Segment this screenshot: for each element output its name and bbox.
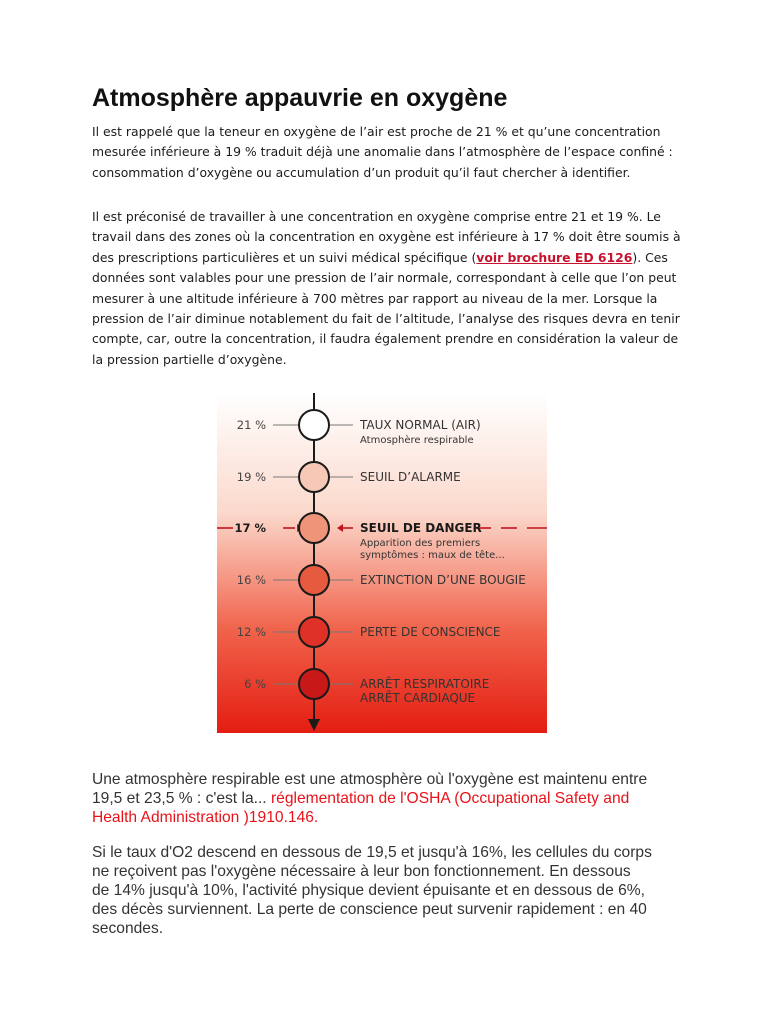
level-percentage: 12 % — [236, 625, 266, 639]
level-label: EXTINCTION D’UNE BOUGIE — [360, 573, 526, 587]
level-circle — [299, 617, 329, 647]
level-sublabel: symptômes : maux de tête... — [360, 550, 505, 561]
level-sublabel: ARRÊT CARDIAQUE — [360, 691, 476, 705]
level-label: TAUX NORMAL (AIR) — [360, 418, 481, 432]
level-percentage: 17 % — [234, 521, 266, 535]
level-circle — [299, 462, 329, 492]
level-label: SEUIL DE DANGER — [360, 521, 482, 535]
oxygen-levels-svg — [217, 393, 547, 733]
level-percentage: 19 % — [236, 470, 266, 484]
level-percentage: 16 % — [236, 573, 266, 587]
level-label: SEUIL D’ALARME — [360, 470, 461, 484]
page-title: Atmosphère appauvrie en oxygène — [92, 84, 508, 112]
level-percentage: 6 % — [244, 677, 266, 691]
level-label: ARRÊT RESPIRATOIRE — [360, 677, 490, 691]
level-circle — [299, 565, 329, 595]
osha-text: Une atmosphère respirable est une atmosphère où l'oxygène est maintenu entre 19,5 et 23,5 % : c'est la... — [92, 771, 648, 807]
recommendation-text-before: Il est préconisé de travailler à une concentration en oxygène comprise entre 21 et 19 %. Le travail dans des zones où la concentration en oxygène est inférieure à 17 % doit être soumis à des prescriptions particulières et un suivi médical spécifique ( — [92, 209, 681, 265]
level-percentage: 21 % — [236, 418, 266, 432]
level-circle — [299, 513, 329, 543]
level-circle — [299, 669, 329, 699]
level-circle — [299, 410, 329, 440]
effects-paragraph: Si le taux d'O2 descend en dessous de 19,5 et jusqu'à 16%, les cellules du corps ne reçoivent pas l'oxygène nécessaire à leur bon fonctionnement. En dessous de 14% jusqu'à 10%, l'activité physique devient épuisante et en dessous de 6%, des décès surviennent. La perte de conscience peut survenir rapidement : en 40 secondes. — [92, 844, 652, 937]
oxygen-levels-diagram — [217, 393, 547, 733]
level-sublabel: Atmosphère respirable — [360, 435, 474, 446]
level-sublabel: Apparition des premiers — [360, 538, 481, 549]
recommendation-text-after: ). Ces données sont valables pour une pression de l’air normale, correspondant à celle que l’on peut mesurer à une altitude inférieure à 700 mètres par rapport au niveau de la mer. Lorsque la pression de l’air diminue notablement du fait de l’altitude, l’analyse des risques devra en tenir compte, car, outre la concentration, il faudra également prendre en considération la valeur de la pression partielle d’oxygène. — [92, 249, 680, 367]
osha-paragraph — [92, 770, 652, 827]
intro-paragraph: Il est rappelé que la teneur en oxygène de l’air est proche de 21 % et qu’une concentration mesurée inférieure à 19 % traduit déjà une anomalie dans l’atmosphère de l’espace confiné : consommation d’oxygène ou accumulation d’un produit qu’il faut chercher à identifier. — [92, 124, 673, 180]
osha-link[interactable]: réglementation de l'OSHA (Occupational Safety and Health Administration )1910.146. — [92, 790, 630, 826]
recommendation-paragraph — [92, 207, 682, 370]
brochure-link[interactable]: voir brochure ED 6126 — [476, 249, 633, 265]
level-label: PERTE DE CONSCIENCE — [360, 625, 501, 639]
